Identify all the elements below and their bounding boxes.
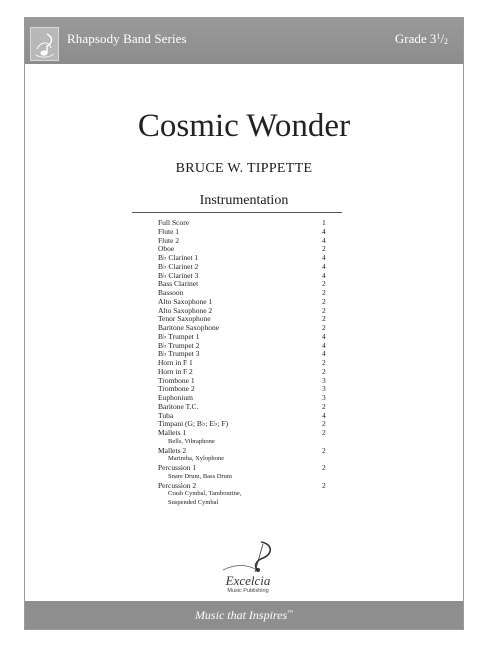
part-count: 2 [322, 445, 326, 455]
instrument-row [158, 219, 333, 228]
part-count: 4 [322, 270, 326, 280]
instrument-detail [158, 490, 333, 499]
part-count: 2 [322, 288, 326, 297]
instrumentation-list [158, 219, 333, 508]
part-count: 2 [322, 428, 326, 437]
instrument-name: B♭ Trumpet 1 [158, 331, 200, 341]
part-count: 2 [322, 323, 326, 332]
part-count: 2 [322, 401, 326, 411]
publisher-name: Excelcia [225, 573, 271, 588]
instrument-name: Bass Clarinet [158, 279, 199, 289]
part-count: 4 [322, 253, 326, 262]
instrument-row [158, 228, 333, 237]
part-count: 4 [322, 331, 326, 341]
instrument-name: Percussion 2 [158, 480, 197, 490]
instrument-name: Flute 2 [158, 235, 180, 245]
part-count: 2 [322, 419, 326, 429]
instrument-name: Baritone Saxophone [158, 323, 220, 332]
instrument-name: Euphonium [158, 393, 193, 402]
instrument-row [158, 447, 333, 456]
trademark-mark: ™ [287, 610, 294, 616]
grade-fraction-denominator: 2 [444, 37, 448, 46]
part-count: 4 [322, 340, 326, 350]
part-count: 2 [322, 314, 326, 324]
instrument-row [158, 403, 333, 412]
part-count: 3 [322, 375, 326, 385]
instrument-name: Marimba, Xylophone [168, 455, 224, 463]
instrument-name: Crash Cymbal, Tambourine, [168, 490, 242, 498]
instrument-name: B♭ Clarinet 3 [158, 270, 199, 280]
instrument-name: Flute 1 [158, 226, 180, 236]
part-count: 2 [322, 358, 326, 367]
tagline-text: Music that Inspires [194, 608, 288, 622]
instrument-detail [158, 499, 333, 508]
instrument-name: Suspended Cymbal [168, 499, 219, 506]
instrument-name: Horn in F 1 [158, 358, 193, 367]
part-count: 4 [322, 226, 326, 236]
part-count: 2 [322, 480, 326, 490]
part-count: 2 [322, 296, 326, 306]
instrument-name: Bells, Vibraphone [168, 437, 215, 445]
instrument-name: Bassoon [158, 288, 184, 297]
part-count: 2 [322, 463, 326, 472]
instrumentation-heading: Instrumentation [199, 193, 289, 208]
part-count: 4 [322, 235, 326, 245]
part-count: 4 [322, 410, 326, 420]
instrument-name: Trombone 1 [158, 375, 195, 385]
part-count: 2 [322, 366, 326, 376]
part-count: 4 [322, 349, 326, 359]
series-name: Rhapsody Band Series [67, 31, 187, 46]
part-count: 2 [322, 279, 326, 289]
instrument-name: Horn in F 2 [158, 366, 193, 376]
part-count: 3 [322, 384, 326, 394]
part-count: 4 [322, 261, 326, 271]
part-count: 2 [322, 244, 326, 254]
piece-title: Cosmic Wonder [137, 108, 351, 144]
instrument-name: Oboe [158, 244, 175, 254]
instrument-name: Full Score [158, 218, 190, 227]
series-logo-icon [30, 27, 59, 61]
instrument-name: Alto Saxophone 2 [158, 305, 213, 315]
instrument-row [158, 429, 333, 438]
instrument-name: Timpani (G; B♭; E♭; F) [158, 419, 229, 429]
composer-name: BRUCE W. TIPPETTE [175, 161, 313, 176]
instrument-name: Mallets 2 [158, 445, 187, 455]
instrument-row [158, 237, 333, 246]
instrument-name: Baritone T.C. [158, 401, 199, 411]
grade-level: Grade $3^1/_2$ [394, 31, 448, 46]
instrument-name: Tenor Saxophone [158, 314, 211, 324]
instrument-name: Tuba [158, 410, 174, 420]
grade-fraction-numerator: 1 [436, 32, 441, 41]
publisher-subtitle: Music Publishing [227, 588, 269, 594]
heading-divider [132, 212, 342, 213]
instrument-row [158, 482, 333, 491]
publisher-logo [203, 540, 293, 600]
footer-bar [25, 601, 463, 629]
part-count: 2 [322, 305, 326, 315]
instrument-name: B♭ Clarinet 1 [158, 253, 199, 262]
part-count: 3 [322, 393, 326, 402]
instrument-name: B♭ Trumpet 3 [158, 349, 200, 359]
part-count: 1 [322, 218, 326, 227]
series-header-bar [25, 18, 463, 64]
quill-clef-icon [203, 540, 293, 576]
instrument-name: Trombone 2 [158, 384, 195, 394]
grade-label: Grade 3 [394, 31, 437, 46]
instrument-row [158, 464, 333, 473]
instrument-name: Percussion 1 [158, 463, 197, 472]
instrument-row [158, 280, 333, 289]
instrument-name: Snare Drum, Bass Drum [168, 472, 232, 480]
instrument-name: B♭ Trumpet 2 [158, 340, 200, 350]
footer-tagline [25, 608, 463, 623]
instrument-name: Alto Saxophone 1 [158, 296, 213, 306]
instrument-name: B♭ Clarinet 2 [158, 261, 199, 271]
instrument-name: Mallets 1 [158, 428, 187, 437]
score-cover [24, 17, 464, 630]
